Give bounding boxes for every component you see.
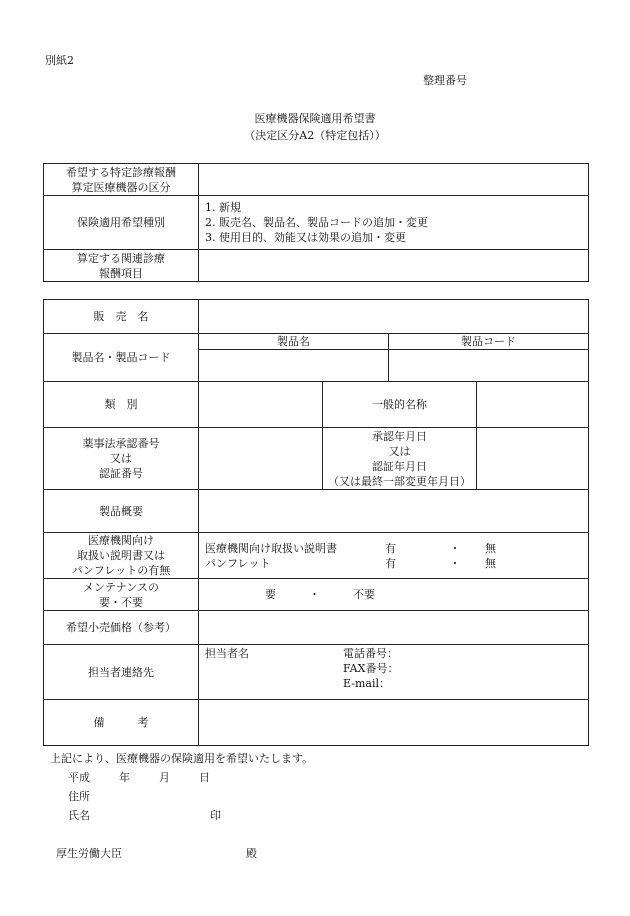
fax-label: FAX番号：	[343, 662, 399, 675]
remarks-label: 備 考	[44, 700, 199, 746]
desired-fee-category-label: 希望する特定診療報酬 算定医療機器の区分	[44, 164, 199, 196]
maintenance-not-required-option[interactable]: 不要	[353, 588, 375, 601]
retail-price-label: 希望小売価格（参考）	[44, 611, 199, 645]
seal-label: 印	[210, 809, 221, 822]
desired-fee-category-field[interactable]	[199, 164, 589, 196]
manual-yes-option[interactable]: 有	[385, 541, 396, 555]
generic-name-field[interactable]	[477, 382, 589, 428]
document-subtitle: （決定区分A2（特定包括））	[244, 129, 386, 142]
related-fee-items-field[interactable]	[199, 250, 589, 282]
approval-date-field[interactable]	[477, 428, 589, 490]
application-option-new[interactable]: 1. 新規	[205, 201, 241, 214]
remarks-field[interactable]	[199, 700, 589, 746]
date-line	[68, 769, 210, 785]
sales-name-field[interactable]	[199, 300, 589, 334]
name-label: 氏名	[68, 809, 90, 822]
maintenance-required-option[interactable]: 要	[265, 588, 276, 601]
request-statement: 上記により、医療機器の保険適用を希望いたします。	[50, 752, 314, 765]
attachment-label: 別紙2	[45, 54, 74, 67]
address-label: 住所	[68, 790, 90, 803]
minister-label: 厚生労働大臣	[56, 847, 122, 860]
contact-details	[199, 645, 589, 700]
category-label: 類 別	[44, 382, 199, 428]
maintenance-options	[199, 579, 589, 611]
product-overview-label: 製品概要	[44, 490, 199, 533]
approval-number-field[interactable]	[199, 428, 323, 490]
manual-item-label: 医療機関向け取扱い説明書	[205, 541, 337, 555]
product-details-table	[43, 299, 589, 746]
document-title: 医療機器保険適用希望書	[254, 112, 376, 125]
manual-separator: ・	[449, 541, 461, 555]
honorific-label: 殿	[246, 847, 257, 860]
maintenance-label: メンテナンスの 要・不要	[44, 579, 199, 611]
application-option-name-change[interactable]: 2. 販売名、製品名、製品コードの追加・変更	[205, 216, 428, 229]
era-label: 平成	[68, 771, 90, 784]
product-name-header: 製品名	[199, 334, 389, 350]
pamphlet-yes-option[interactable]: 有	[385, 556, 396, 570]
manual-availability-label: 医療機関向け 取扱い説明書又は パンフレットの有無	[44, 533, 199, 579]
phone-label: 電話番号：	[343, 647, 398, 660]
contact-label: 担当者連絡先	[44, 645, 199, 700]
reference-number-label: 整理番号	[423, 74, 467, 87]
application-type-label: 保険適用希望種別	[44, 196, 199, 250]
insurance-application-table	[43, 163, 589, 282]
day-label: 日	[199, 771, 210, 784]
product-overview-field[interactable]	[199, 490, 589, 533]
application-option-purpose-change[interactable]: 3. 使用目的、効能又は効果の追加・変更	[205, 231, 406, 244]
email-label: E-mail：	[343, 677, 390, 690]
retail-price-field[interactable]	[199, 611, 589, 645]
pamphlet-separator: ・	[449, 556, 461, 570]
contact-person-label: 担当者名	[205, 647, 249, 660]
product-code-field[interactable]	[389, 350, 589, 382]
pamphlet-no-option[interactable]: 無	[485, 556, 496, 570]
approval-date-label: 承認年月日 又は 認証年月日 （又は最終一部変更年月日）	[323, 428, 477, 490]
manual-availability-options	[199, 533, 589, 579]
generic-name-label: 一般的名称	[323, 382, 477, 428]
approval-number-label: 薬事法承認番号 又は 認証番号	[44, 428, 199, 490]
product-name-field[interactable]	[199, 350, 389, 382]
application-type-options	[199, 196, 589, 250]
manual-no-option[interactable]: 無	[485, 541, 496, 555]
category-field[interactable]	[199, 382, 323, 428]
related-fee-items-label: 算定する関連診療 報酬項目	[44, 250, 199, 282]
sales-name-label: 販 売 名	[44, 300, 199, 334]
maintenance-separator: ・	[309, 588, 320, 601]
year-label: 年	[119, 771, 130, 784]
product-name-code-label: 製品名・製品コード	[44, 334, 199, 382]
product-code-header: 製品コード	[389, 334, 589, 350]
pamphlet-item-label: パンフレット	[205, 556, 271, 570]
month-label: 月	[159, 771, 170, 784]
